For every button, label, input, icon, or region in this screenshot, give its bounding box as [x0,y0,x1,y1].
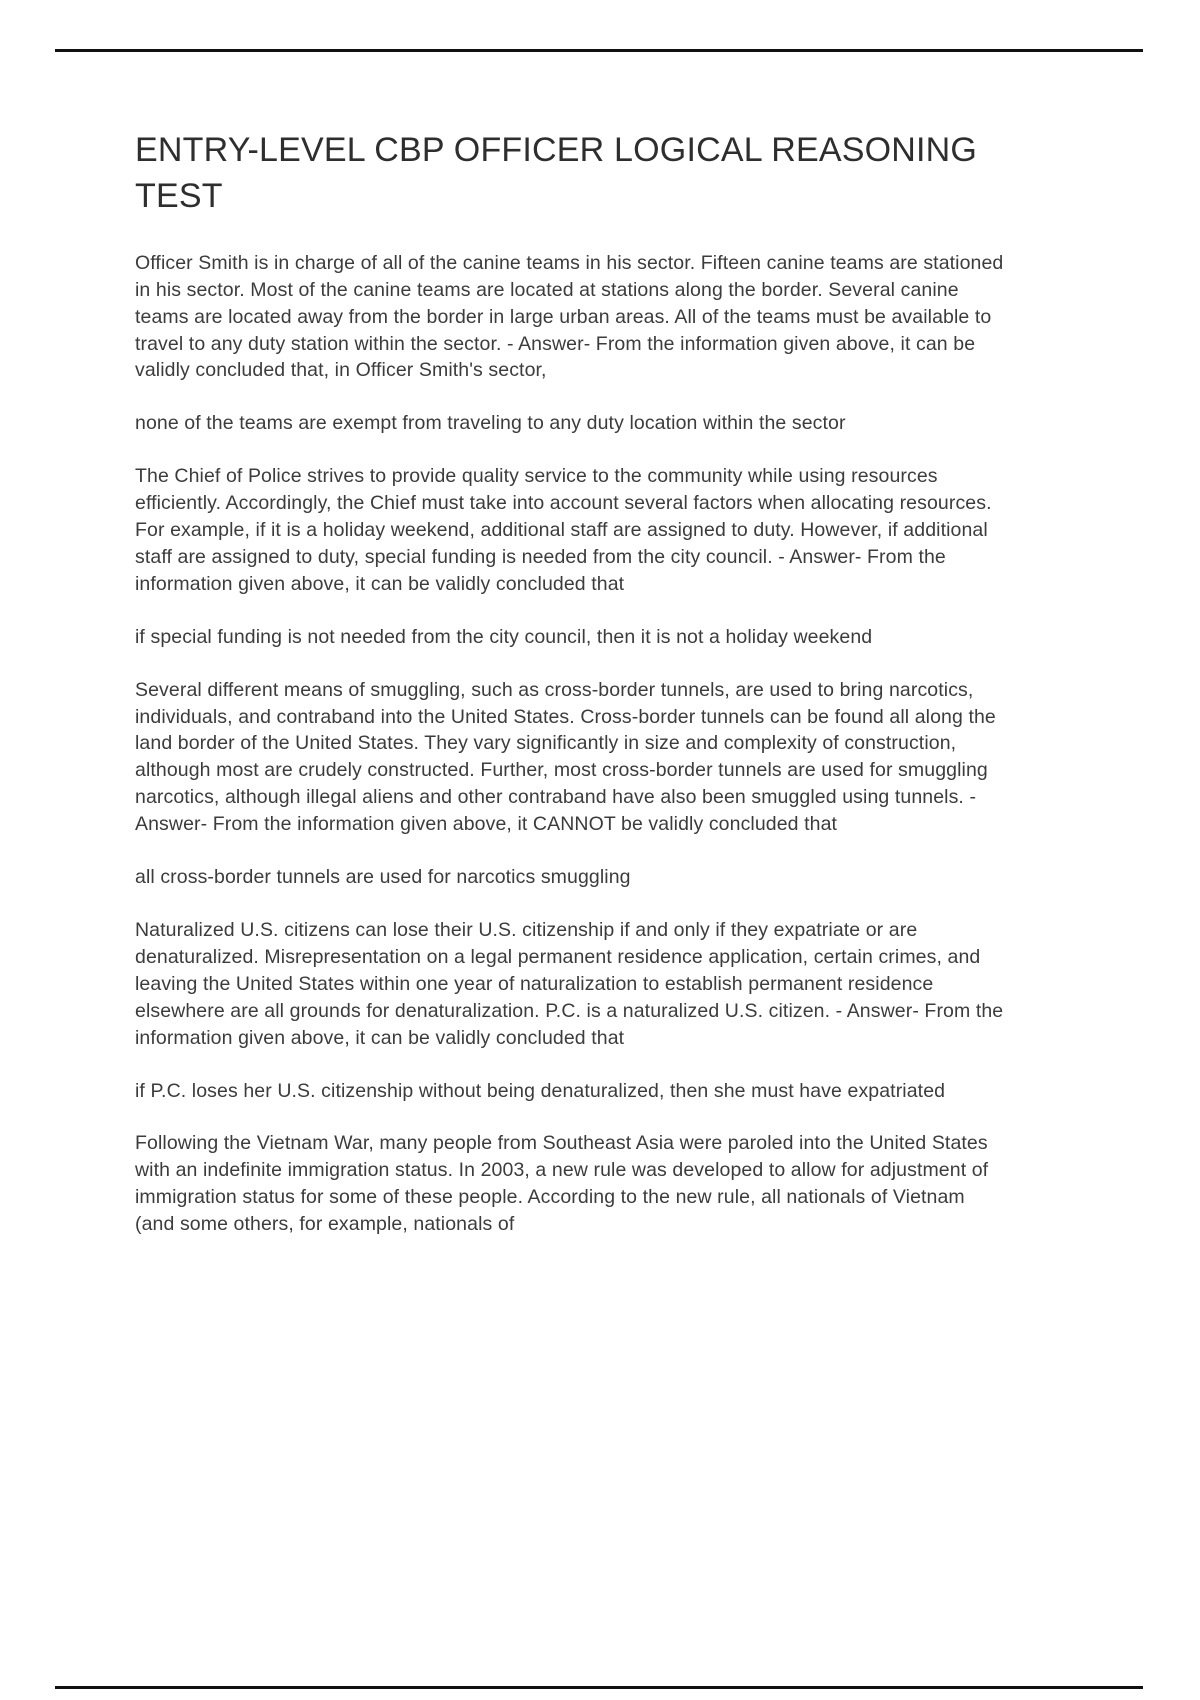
paragraph-answer-2: if special funding is not needed from the city council, then it is not a holiday weekend [135,625,873,648]
page-title: ENTRY-LEVEL CBP OFFICER LOGICAL REASONING TEST [135,131,978,215]
top-divider-line [55,49,1143,52]
paragraph-answer-3: all cross-border tunnels are used for narcotics smuggling [135,866,631,889]
paragraph-answer-4: if P.C. loses her U.S. citizenship without being denaturalized, then she must have expatriated [135,1079,946,1102]
document-content [135,128,1005,1264]
paragraph-question-5: Following the Vietnam War, many people from Southeast Asia were paroled into the United States with an indefinite immigration status. In 2003, a new rule was developed to allow for adjustment of immigration status for some of these people. According to the new rule, all nationals of Vietnam (and some others, for example, nationals of [135,1132,989,1236]
paragraph-question-3: Several different means of smuggling, such as cross-border tunnels, are used to bring narcotics, individuals, and contraband into the United States. Cross-border tunnels can be found all along the land border of the United States. They vary significantly in size and complexity of construction, although most are crudely constructed. Further, most cross-border tunnels are used for smuggling narcotics, although illegal aliens and other contraband have also been smuggled using tunnels. - Answer- From the information given above, it CANNOT be validly concluded that [135,678,996,836]
paragraph-question-2: The Chief of Police strives to provide quality service to the community while using resources efficiently. Accordingly, the Chief must take into account several factors when allocating resources. For example, if it is a holiday weekend, additional staff are assigned to duty. However, if additional staff are assigned to duty, special funding is needed from the city council. - Answer- From the information given above, it can be validly concluded that [135,465,992,595]
paragraph-answer-1: none of the teams are exempt from traveling to any duty location within the sector [135,412,846,435]
paragraph-question-1: Officer Smith is in charge of all of the canine teams in his sector. Fifteen canine teams are stationed in his sector. Most of the canine teams are located at stations along the border. Several canine teams are located away from the border in large urban areas. All of the teams must be available to travel to any duty station within the sector. - Answer- From the information given above, it can be validly concluded that, in Officer Smith's sector, [135,251,1004,382]
bottom-divider-line [55,1686,1143,1689]
paragraph-question-4: Naturalized U.S. citizens can lose their U.S. citizenship if and only if they expatriate or are denaturalized. Misrepresentation on a legal permanent residence application, certain crimes, and leaving the United States within one year of naturalization to establish permanent residence elsewhere are all grounds for denaturalization. P.C. is a naturalized U.S. citizen. - Answer- From the information given above, it can be validly concluded that [135,919,1004,1049]
